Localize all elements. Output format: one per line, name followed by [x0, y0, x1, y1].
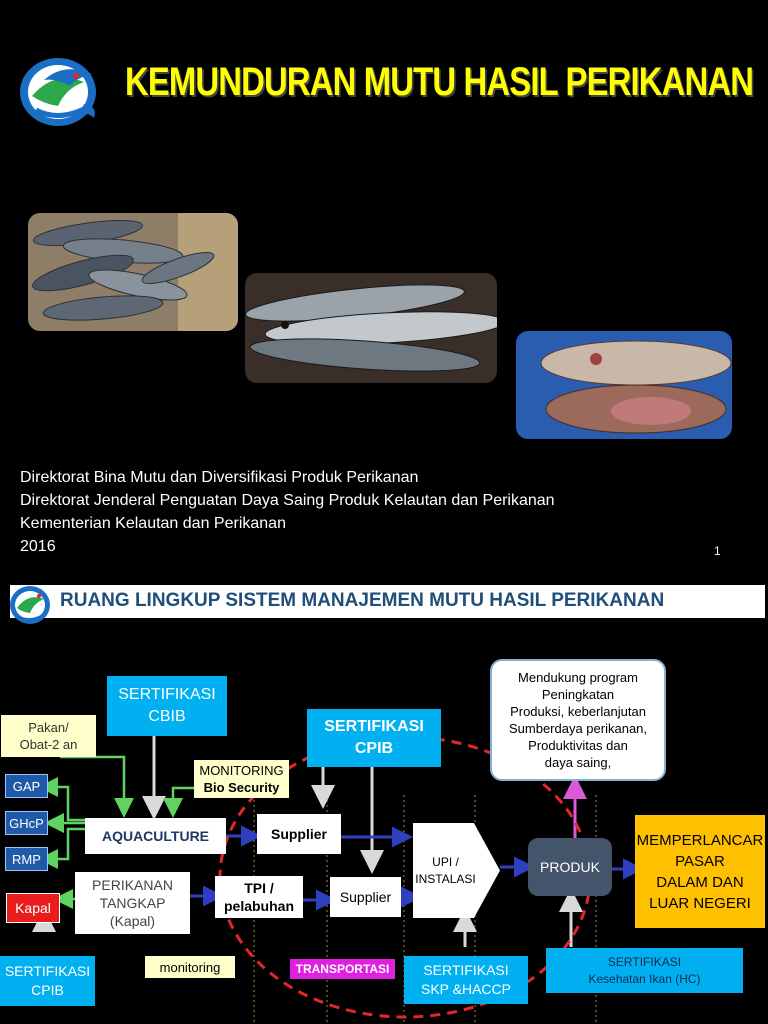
sertifikasi-cbib-box: [107, 676, 227, 736]
box-line: UPI /: [432, 855, 459, 869]
box-line: SERTIFIKASI: [4, 963, 91, 979]
sertifikasi-skp-haccp-box: [404, 956, 528, 1004]
kkp-logo-icon: [14, 52, 106, 130]
box-line: Produktivitas dan: [528, 738, 628, 753]
box-line: INSTALASI: [415, 872, 476, 886]
box-line: TPI /: [244, 880, 274, 896]
box-line: LUAR NEGERI: [649, 894, 751, 912]
box-line: Pakan/: [28, 720, 69, 735]
box-line: SERTIFIKASI: [607, 954, 682, 969]
credit-line: Direktorat Jenderal Penguatan Daya Saing Produk Kelautan dan Perikanan: [20, 492, 555, 509]
box-line: Peningkatan: [541, 687, 615, 702]
box-line: Mendukung program: [518, 670, 638, 685]
box-line: PASAR: [675, 852, 725, 870]
box-line: (Kapal): [109, 913, 156, 929]
box-line: SERTIFIKASI: [423, 962, 509, 978]
box-line: Produksi, keberlanjutan: [510, 704, 646, 719]
box-line: daya saing,: [544, 755, 612, 770]
slide-2-title: RUANG LINGKUP SISTEM MANAJEMEN MUTU HASIL PERIKANAN: [10, 585, 765, 618]
box-line: MEMPERLANCAR: [636, 831, 764, 849]
ghcp-box: GHcP: [5, 811, 48, 835]
sertifikasi-cpib-bottom-box: [0, 956, 95, 1006]
box-line: SERTIFIKASI: [118, 686, 216, 703]
fish-photo-1: [28, 213, 238, 331]
credits-block: [20, 466, 555, 558]
supplier-bottom-box: Supplier: [330, 877, 401, 917]
box-line: Kesehatan Ikan (HC): [588, 971, 701, 986]
box-line: Bio Security: [203, 780, 280, 795]
transportasi-box: TRANSPORTASI: [290, 959, 395, 979]
box-line: Sumberdaya perikanan,: [508, 721, 648, 736]
sertifikasi-hc-box: [546, 948, 743, 993]
monitoring-box: monitoring: [145, 956, 235, 978]
credit-line: Direktorat Bina Mutu dan Diversifikasi Produk Perikanan: [20, 469, 419, 486]
box-line: CPIB: [31, 982, 64, 998]
supplier-top-box: Supplier: [257, 814, 341, 854]
box-line: CBIB: [148, 708, 186, 725]
box-line: MONITORING: [199, 763, 284, 778]
slide-title: KEMUNDURAN MUTU HASIL PERIKANAN: [125, 60, 754, 104]
page-number: 1: [714, 544, 721, 558]
credit-line: Kementerian Kelautan dan Perikanan: [20, 515, 286, 532]
upi-instalasi-label: [413, 851, 478, 891]
perikanan-tangkap-box: [75, 872, 190, 934]
box-line: DALAM DAN: [656, 873, 744, 891]
mendukung-box: [490, 659, 666, 781]
memperlancar-box: [635, 815, 765, 928]
produk-box: PRODUK: [528, 838, 612, 896]
aquaculture-box: AQUACULTURE: [85, 818, 226, 854]
credit-year: 2016: [20, 538, 56, 555]
fish-photo-2: [245, 273, 497, 383]
gap-box: GAP: [5, 774, 48, 798]
rmp-box: RMP: [5, 847, 48, 871]
box-line: CPIB: [354, 740, 394, 757]
tpi-box: [215, 876, 303, 918]
box-line: PERIKANAN: [92, 877, 173, 893]
kapal-box: Kapal: [6, 893, 60, 923]
fish-photo-3: [516, 331, 732, 439]
box-line: SKP &HACCP: [421, 981, 511, 997]
box-line: Obat-2 an: [19, 737, 78, 752]
pakan-box: [1, 715, 96, 757]
box-line: SERTIFIKASI: [324, 718, 424, 735]
monitoring-bio-security-box: [194, 760, 289, 798]
sertifikasi-cpib-top-box: [307, 709, 441, 767]
box-line: pelabuhan: [223, 898, 294, 914]
box-line: TANGKAP: [99, 895, 166, 911]
slide-2: [0, 575, 768, 1024]
